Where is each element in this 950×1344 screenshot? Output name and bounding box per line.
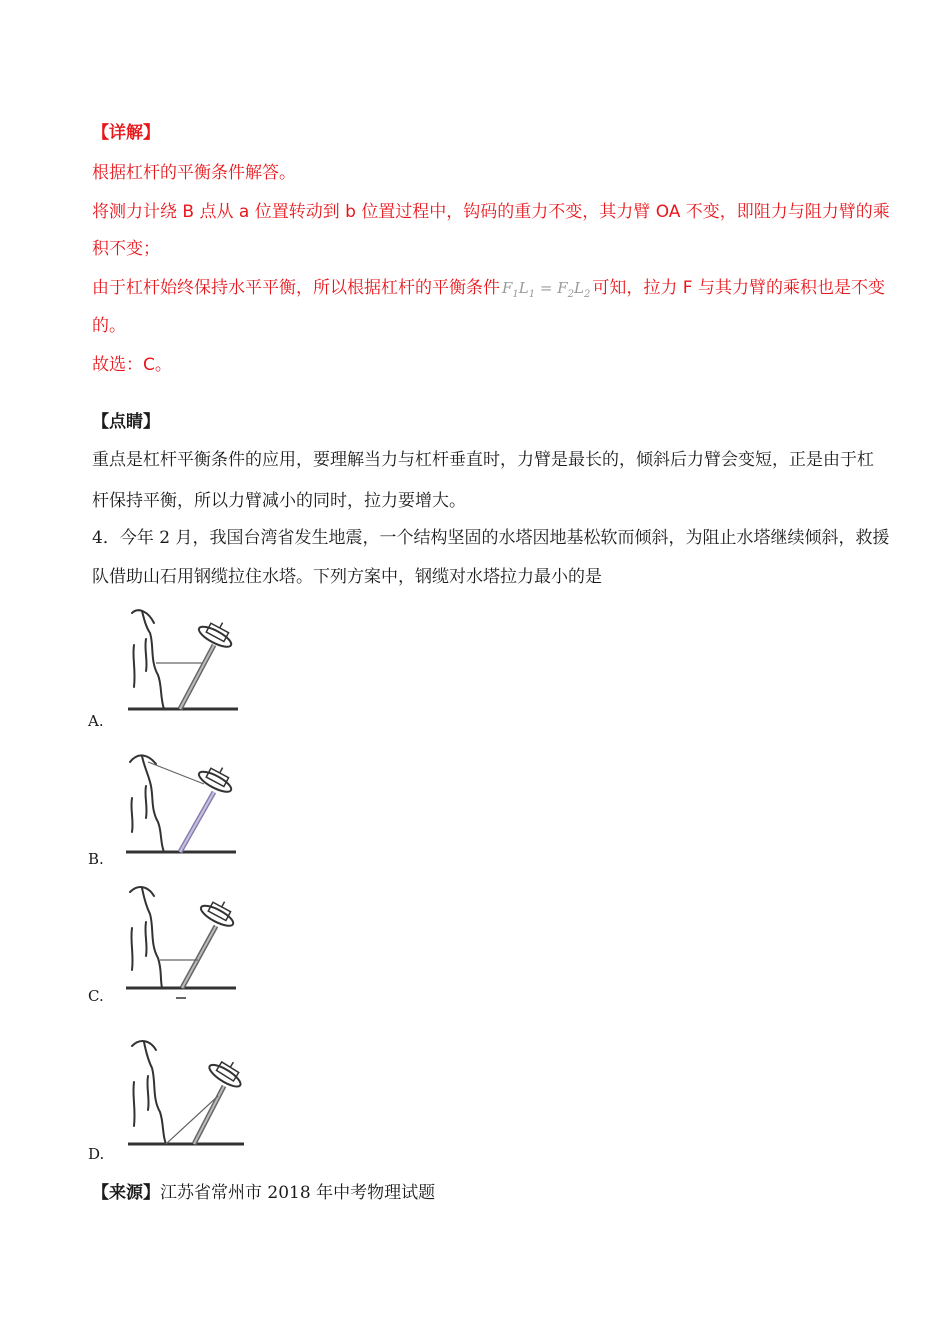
explanation-line-1: 根据杠杆的平衡条件解答。	[92, 163, 296, 183]
lever-balance-formula	[502, 277, 590, 306]
comment-heading: 【点睛】	[92, 412, 160, 432]
source-line	[92, 1182, 435, 1204]
formula-l1: L	[518, 279, 529, 297]
comment-line-1: 重点是杠杆平衡条件的应用，要理解当力与杠杆垂直时，力臂是最长的，倾斜后力臂会变短，正是由于杠	[92, 450, 874, 470]
option-b-figure[interactable]	[120, 748, 240, 858]
rock-crack	[131, 928, 132, 970]
option-c-figure[interactable]	[120, 882, 240, 1000]
rock-crack	[133, 645, 134, 687]
formula-l2: L	[574, 279, 585, 297]
explanation-line-4-post: 可知，拉力 F 与其力臂的乘积也是不变	[592, 278, 885, 298]
option-c-label[interactable]: C.	[88, 987, 104, 1005]
explanation-line-4-pre: 由于杠杆始终保持水平平衡，所以根据杠杆的平衡条件	[92, 278, 500, 298]
rock-crack-2	[145, 786, 146, 818]
option-a-label[interactable]: A.	[88, 712, 104, 730]
rock-cliff	[142, 611, 164, 709]
formula-equals: =	[535, 279, 558, 297]
option-a-figure[interactable]	[120, 605, 240, 715]
comment-line-2: 杆保持平衡，所以力臂减小的同时，拉力要增大。	[92, 491, 466, 511]
explanation-line-2: 将测力计绕 B 点从 a 位置转动到 b 位置过程中，钩码的重力不变，其力臂 OA 不变，即阻力与阻力臂的乘	[92, 202, 890, 222]
explanation-heading: 【详解】	[92, 123, 160, 143]
answer-line: 故选：C。	[92, 355, 172, 375]
formula-l2-sub: 2	[584, 289, 591, 300]
rock-crack	[131, 798, 132, 832]
option-d-label[interactable]: D.	[88, 1145, 105, 1163]
cable-line	[166, 1096, 218, 1144]
rock-crack	[133, 1082, 134, 1126]
explanation-line-5: 的。	[92, 316, 126, 336]
explanation-line-4	[92, 277, 885, 306]
question-line-1: 4．今年 2 月，我国台湾省发生地震，一个结构坚固的水塔因地基松软而倾斜，为阻止水塔继续倾斜，救援	[92, 528, 890, 548]
rock-crack-2	[145, 922, 146, 956]
source-text: 江苏省常州市 2018 年中考物理试题	[160, 1183, 436, 1203]
source-heading: 【来源】	[92, 1183, 160, 1203]
formula-f1-sub: 1	[512, 289, 519, 300]
formula-f2-sub: 2	[567, 289, 575, 300]
formula-f1: F	[502, 279, 513, 297]
explanation-line-3: 积不变；	[92, 239, 160, 259]
question-line-2: 队借助山石用钢缆拉住水塔。下列方案中，钢缆对水塔拉力最小的是	[92, 567, 602, 587]
rock-crack-2	[147, 1076, 148, 1110]
cable-line	[148, 762, 204, 784]
formula-l1-sub: 1	[528, 289, 536, 300]
formula-f2: F	[557, 279, 568, 297]
option-d-figure[interactable]	[120, 1036, 250, 1154]
rock-crack-2	[145, 639, 146, 671]
option-b-label[interactable]: B.	[88, 850, 104, 868]
